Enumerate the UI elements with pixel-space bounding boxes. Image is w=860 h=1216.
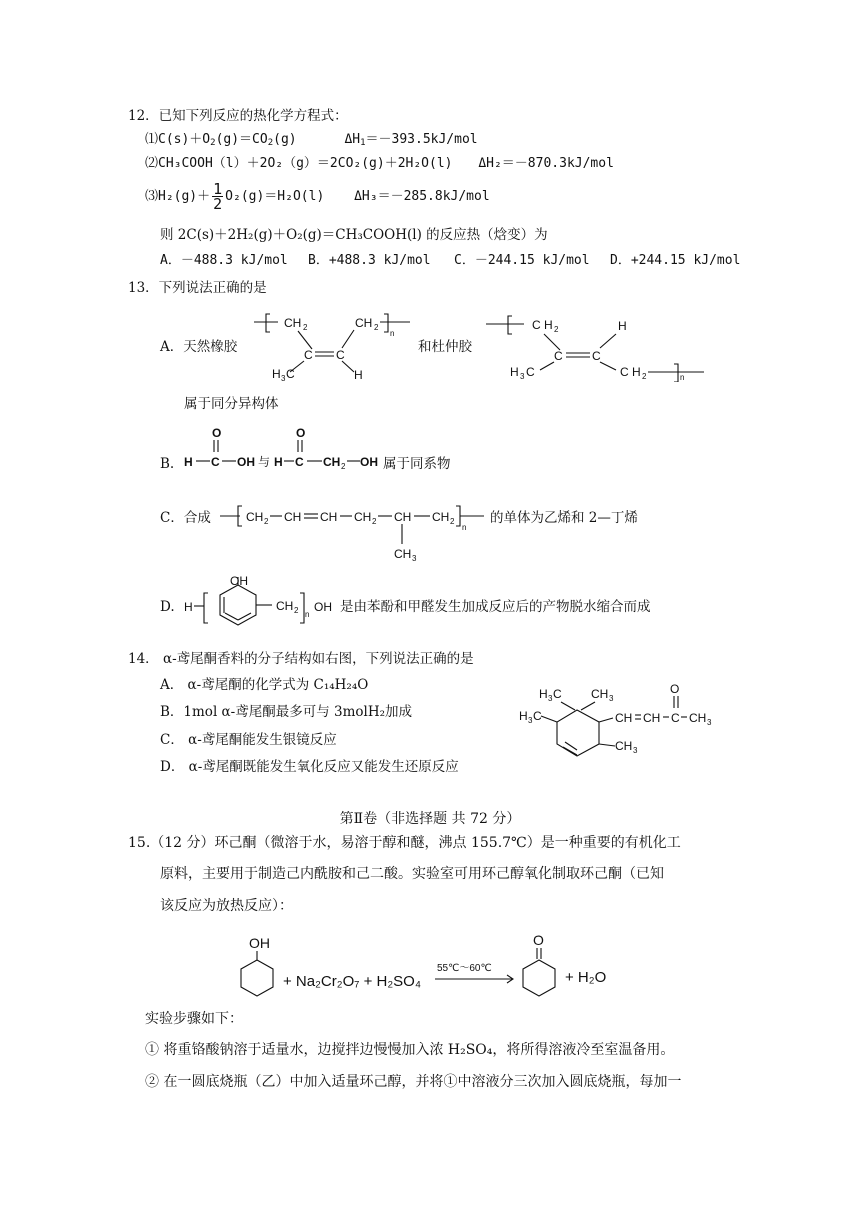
svg-text:C: C	[211, 455, 220, 469]
q12-eq1: $⑴C(s)+O_2(g)=CO_2(g)$ $\Delta H_1=-393.5kJ$/mol	[145, 132, 478, 148]
svg-text:CH: CH	[284, 510, 302, 524]
formic-acid-and-glycolic-structures	[180, 424, 385, 474]
q12-options	[160, 252, 740, 270]
q12-eq3-b: O₂(g)＝H₂O(l)	[225, 189, 325, 204]
svg-text:3: 3	[609, 694, 614, 703]
svg-text:C: C	[554, 349, 563, 363]
svg-text:CH: CH	[276, 599, 294, 613]
q12-eq3-a: ⑶H₂(g)＋	[145, 189, 211, 204]
q15-step1: ① 将重铬酸钠溶于适量水，边搅拌边慢慢加入浓 H₂SO₄，将所得溶液冷至室温备用。	[145, 1042, 675, 1058]
svg-text:2: 2	[341, 462, 346, 471]
q13-a-mid: 和杜仲胶	[418, 339, 472, 355]
svg-text:OH: OH	[360, 455, 378, 469]
svg-text:2: 2	[294, 606, 299, 615]
q15-reagents: + Na₂Cr₂O₇ + H₂SO₄	[283, 973, 421, 990]
q12-eq3-fraction: $\frac{1}{2}$	[213, 180, 223, 213]
q15-line1: 15.（12 分）环己酮（微溶于水，易溶于醇和醚，沸点 155.7℃）是一种重要的有机化工	[128, 835, 681, 851]
svg-text:n: n	[305, 610, 310, 619]
q13-a-prefix: A．天然橡胶	[160, 339, 238, 355]
q15-line3: 该反应为放热反应）：	[160, 898, 293, 914]
svg-text:2: 2	[372, 517, 377, 526]
svg-text:2: 2	[264, 517, 269, 526]
q13-d-label: D.	[160, 599, 175, 615]
q12-eq2	[145, 155, 614, 173]
q15-line2: 原料，主要用于制造己内酰胺和己二酸。实验室可用环己醇氧化制取环己酮（已知	[160, 866, 664, 882]
svg-text:H: H	[618, 319, 627, 333]
svg-text:2: 2	[642, 372, 647, 381]
svg-text:C: C	[286, 367, 295, 381]
svg-text:C: C	[671, 711, 680, 725]
polymer-c-structure	[218, 500, 488, 562]
svg-text:C H: C H	[620, 365, 641, 379]
svg-text:3: 3	[281, 374, 286, 382]
svg-text:C: C	[553, 687, 562, 701]
gutta-percha-structure	[484, 310, 709, 382]
svg-text:H: H	[184, 455, 193, 469]
svg-text:H: H	[184, 600, 193, 614]
q12-eq2-text: ⑵CH₃COOH（l）＋2O₂（g）＝2CO₂(g)＋2H₂O(l)	[145, 156, 453, 171]
svg-text:CH: CH	[643, 711, 661, 725]
svg-text:CH: CH	[323, 455, 341, 469]
svg-text:3: 3	[520, 372, 525, 381]
svg-text:O: O	[533, 932, 544, 948]
svg-text:3: 3	[528, 716, 533, 725]
svg-text:CH: CH	[615, 711, 633, 725]
svg-text:C: C	[526, 365, 535, 379]
alpha-irone-structure	[515, 680, 715, 780]
q12-eq1-rhs: (g)	[273, 132, 297, 147]
svg-text:C: C	[592, 349, 601, 363]
q14-option-b[interactable]: B．1mol α-鸢尾酮最多可与 3molH₂加成	[160, 704, 413, 720]
svg-text:2: 2	[450, 517, 455, 526]
svg-text:H: H	[272, 367, 281, 381]
q12-eq3	[145, 180, 490, 214]
q12-option-c[interactable]: C．－244.15 kJ/mol	[454, 253, 590, 268]
svg-text:OH: OH	[230, 574, 248, 588]
q13-b-suffix: 属于同系物	[383, 456, 451, 472]
svg-text:n: n	[680, 373, 685, 382]
q14-option-c[interactable]: C． α-鸢尾酮能发生银镜反应	[160, 732, 337, 748]
svg-text:OH: OH	[314, 600, 332, 614]
svg-text:2: 2	[374, 323, 379, 332]
q12-option-b[interactable]: B．+488.3 kJ/mol	[308, 253, 431, 268]
svg-text:H: H	[274, 455, 283, 469]
svg-text:C: C	[336, 348, 345, 362]
svg-text:CH: CH	[354, 510, 372, 524]
q12-eq3-dh: ΔH₃＝－285.8kJ/mol	[354, 189, 490, 204]
svg-text:CH: CH	[394, 510, 412, 524]
svg-text:CH: CH	[284, 316, 302, 330]
q13-b-label: B.	[160, 456, 175, 472]
svg-text:CH: CH	[615, 739, 633, 753]
svg-text:H: H	[510, 365, 519, 379]
svg-text:CH: CH	[591, 687, 609, 701]
q13-c-suffix: 的单体为乙烯和 2—丁烯	[490, 510, 638, 526]
q15-condition: 55℃～60℃	[437, 963, 492, 974]
svg-text:C H: C H	[532, 318, 553, 332]
q13-c-prefix: C．合成	[160, 510, 211, 526]
q12-option-d[interactable]: D．+244.15 kJ/mol	[610, 253, 741, 268]
svg-text:3: 3	[412, 554, 417, 562]
cyclohexanol-oxidation-reaction	[225, 928, 635, 1006]
svg-text:CH: CH	[394, 547, 412, 561]
svg-text:H: H	[354, 368, 363, 382]
q12-eq1-mid: (g)＝CO	[215, 132, 268, 147]
q15-steps-title: 实验步骤如下：	[145, 1011, 243, 1027]
q13-a-suffix: 属于同分异构体	[184, 396, 279, 412]
svg-text:OH: OH	[237, 455, 255, 469]
q15-step2: ② 在一圆底烧瓶（乙）中加入适量环己醇，并将①中溶液分三次加入圆底烧瓶，每加一	[145, 1074, 682, 1090]
svg-text:CH: CH	[689, 711, 707, 725]
q12-ask: 则 2C(s)＋2H₂(g)＋O₂(g)＝CH₃COOH(l) 的反应热（焓变）为	[160, 227, 548, 243]
phenol-formaldehyde-resin-structure	[180, 573, 340, 627]
svg-text:CH: CH	[355, 316, 373, 330]
svg-text:n: n	[462, 523, 467, 532]
svg-text:C: C	[295, 455, 304, 469]
svg-text:2: 2	[303, 323, 308, 332]
q13-stem: 13．下列说法正确的是	[128, 280, 267, 296]
q12-eq1-dh: ΔH	[344, 132, 361, 147]
svg-text:O: O	[212, 426, 222, 440]
svg-text:CH: CH	[432, 510, 450, 524]
q12-eq1-lhs: ⑴C(s)＋O	[145, 132, 211, 147]
svg-text:O: O	[670, 682, 680, 696]
svg-text:3: 3	[633, 746, 638, 755]
q15-product-extra: + H₂O	[565, 969, 607, 986]
svg-text:C: C	[533, 709, 542, 723]
svg-text:H: H	[539, 687, 548, 701]
q13-d-suffix: 是由苯酚和甲醛发生加成反应后的产物脱水缩合而成	[340, 599, 651, 615]
svg-text:2: 2	[554, 325, 559, 334]
svg-text:CH: CH	[246, 510, 264, 524]
q14-stem: 14． α-鸢尾酮香料的分子结构如右图，下列说法正确的是	[128, 651, 474, 667]
q12-eq1-val: ＝－393.5kJ/mol	[365, 132, 478, 147]
q14-option-a[interactable]: A． α-鸢尾酮的化学式为 C₁₄H₂₄O	[160, 677, 369, 693]
q12-option-a[interactable]: A．－488.3 kJ/mol	[160, 253, 288, 268]
svg-text:CH: CH	[320, 510, 338, 524]
svg-text:OH: OH	[249, 935, 270, 951]
svg-text:n: n	[390, 329, 395, 338]
svg-text:3: 3	[707, 718, 712, 727]
svg-text:H: H	[519, 709, 528, 723]
svg-text:C: C	[304, 348, 313, 362]
natural-rubber-structure	[250, 310, 420, 382]
q14-option-d[interactable]: D． α-鸢尾酮既能发生氧化反应又能发生还原反应	[160, 759, 459, 775]
svg-text:与: 与	[258, 455, 271, 469]
q12-stem: 12．已知下列反应的热化学方程式：	[128, 108, 348, 124]
section-ii-heading: 第Ⅱ卷（非选择题 共 72 分）	[339, 811, 521, 827]
svg-text:3: 3	[548, 694, 553, 703]
svg-text:O: O	[296, 426, 306, 440]
q12-eq2-dh: ΔH₂＝－870.3kJ/mol	[478, 156, 614, 171]
